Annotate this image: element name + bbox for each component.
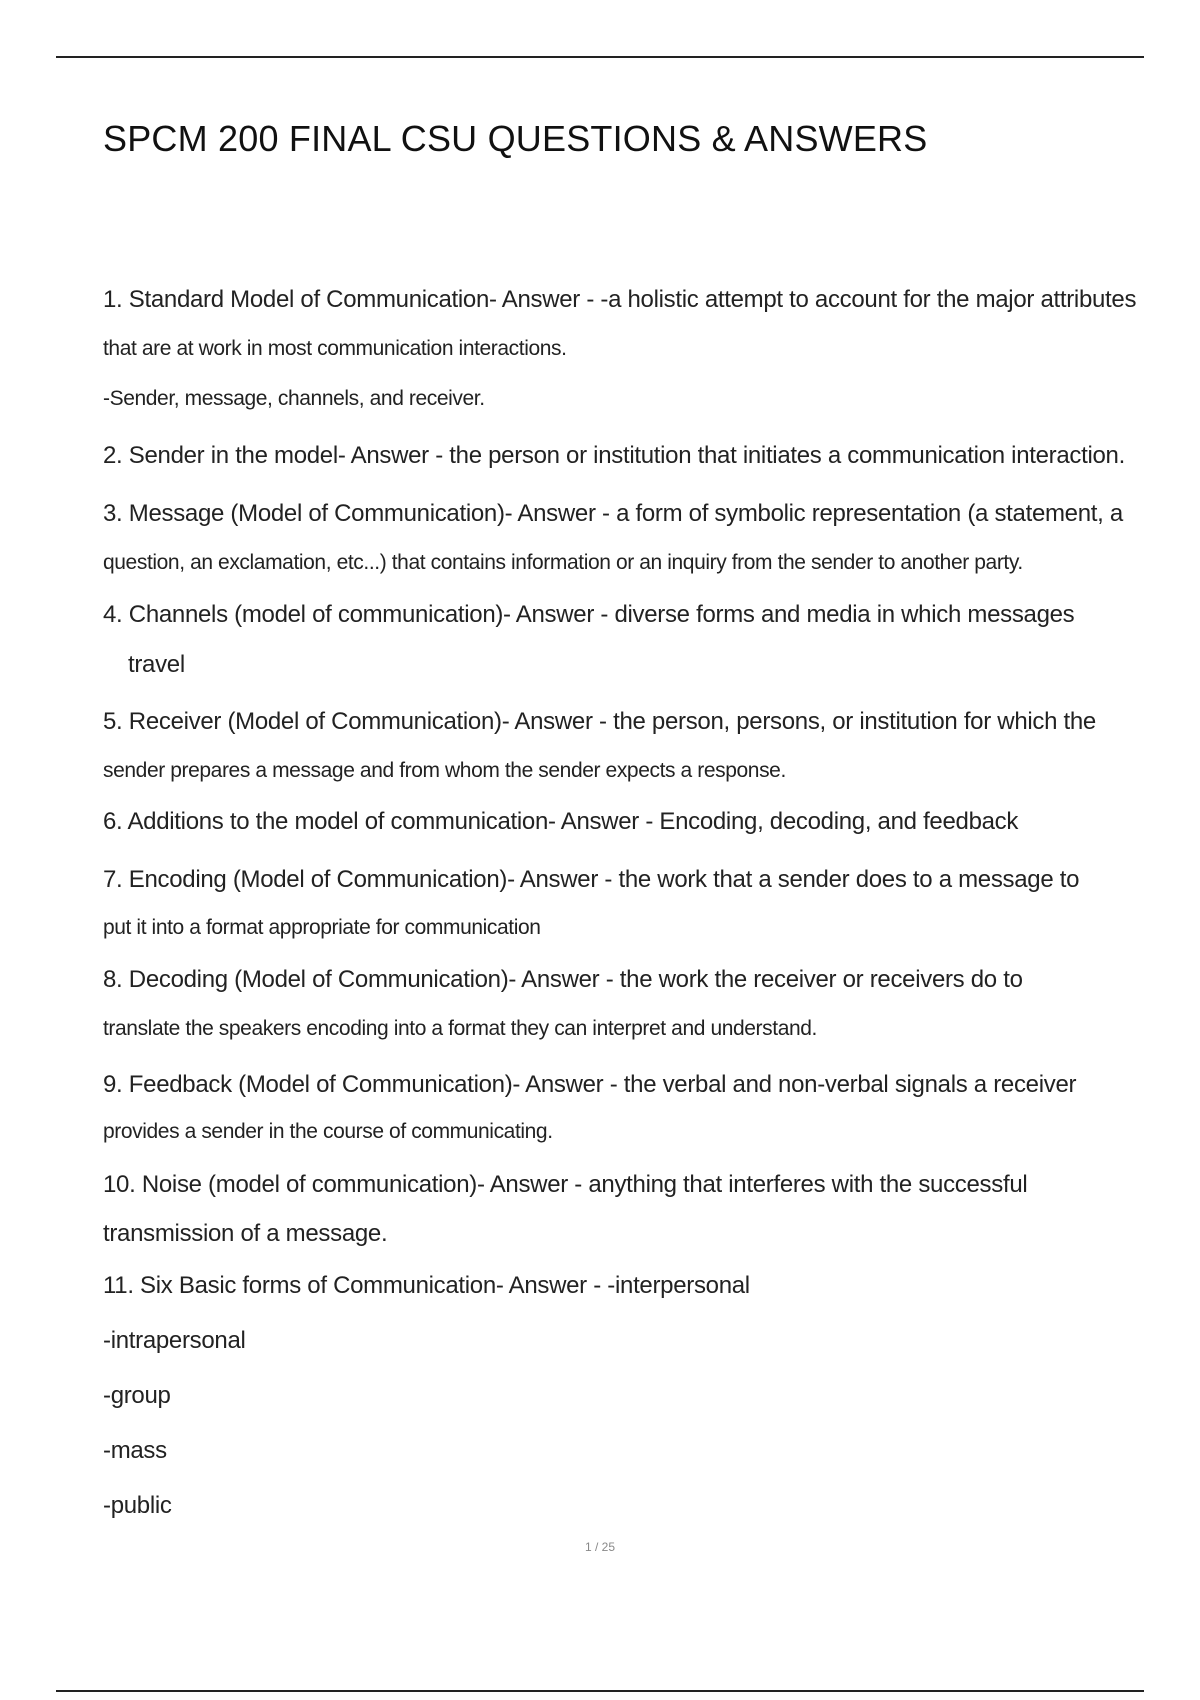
bottom-divider (56, 1690, 1144, 1692)
qa-line: -Sender, message, channels, and receiver. (103, 387, 485, 410)
qa-line: travel (128, 651, 185, 678)
qa-line: transmission of a message. (103, 1220, 388, 1247)
qa-line: 7. Encoding (Model of Communication)- Answer - the work that a sender does to a message to (103, 866, 1080, 893)
qa-line: 2. Sender in the model- Answer - the person or institution that initiates a communication interaction. (103, 442, 1125, 469)
qa-line: 8. Decoding (Model of Communication)- Answer - the work the receiver or receivers do to (103, 966, 1023, 993)
page-number: 1 / 25 (584, 1540, 616, 1554)
qa-line: -group (103, 1382, 171, 1409)
qa-line: sender prepares a message and from whom the sender expects a response. (103, 759, 786, 782)
qa-line: 1. Standard Model of Communication- Answer - -a holistic attempt to account for the major attributes (103, 286, 1137, 313)
qa-line: provides a sender in the course of communicating. (103, 1120, 553, 1143)
qa-line: that are at work in most communication interactions. (103, 337, 567, 360)
qa-line: -intrapersonal (103, 1327, 246, 1354)
qa-line: 6. Additions to the model of communication- Answer - Encoding, decoding, and feedback (103, 808, 1019, 835)
qa-line: 3. Message (Model of Communication)- Answer - a form of symbolic representation (a statement, a (103, 500, 1123, 527)
qa-line: 10. Noise (model of communication)- Answer - anything that interferes with the successful (103, 1171, 1028, 1198)
document-title: SPCM 200 FINAL CSU QUESTIONS & ANSWERS (103, 118, 928, 159)
qa-line: put it into a format appropriate for communication (103, 916, 541, 939)
qa-line: 11. Six Basic forms of Communication- Answer - -interpersonal (103, 1272, 750, 1299)
qa-line: 4. Channels (model of communication)- Answer - diverse forms and media in which messages (103, 601, 1075, 628)
qa-line: translate the speakers encoding into a format they can interpret and understand. (103, 1017, 817, 1040)
qa-line: 9. Feedback (Model of Communication)- Answer - the verbal and non-verbal signals a receiver (103, 1071, 1077, 1098)
qa-line: 5. Receiver (Model of Communication)- Answer - the person, persons, or institution for which the (103, 708, 1096, 735)
qa-line: question, an exclamation, etc...) that contains information or an inquiry from the sender to another party. (103, 551, 1023, 574)
qa-line: -public (103, 1492, 172, 1519)
qa-line: -mass (103, 1437, 167, 1464)
top-divider (56, 56, 1144, 58)
